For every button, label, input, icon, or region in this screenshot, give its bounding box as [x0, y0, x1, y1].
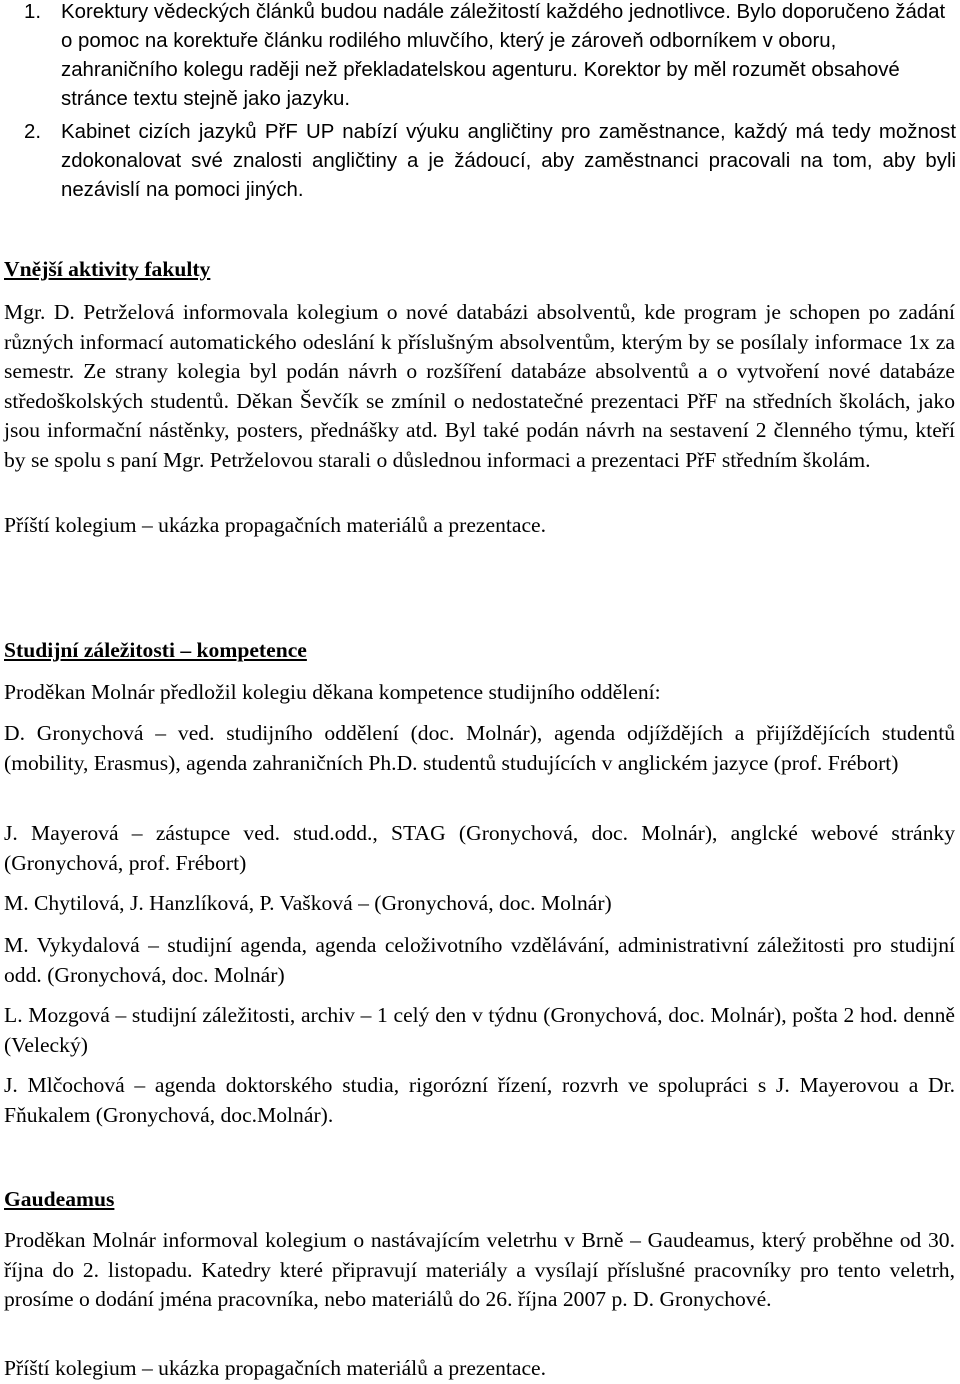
gaudeamus-note: Příští kolegium – ukázka propagačních materiálů a prezentace.	[4, 1356, 547, 1380]
external-activities-paragraph: Mgr. D. Petrželová informovala kolegium o nové databázi absolventů, kde program je schopen po zadání různých informací automatického odeslání k příslušným absolventům, kterým by se posílaly informace 1x za semestr. Ze strany kolegia byl podán návrh o rozšíření databáze absolventů a o vytvoření nové databáze středoškolských studentů. Děkan Ševčík se zmínil o nedostatečné prezentaci PřF na středních školách, jako jsou informační nástěnky, posters, přednášky atd. Byl také podán návrh na sestavení 2 členného týmu, kteří by se spolu s paní Mgr. Petrželovou starali o důslednou informaci a prezentaci PřF středním školám.	[4, 300, 955, 472]
section-heading-gaudeamus: Gaudeamus	[4, 1187, 115, 1211]
study-entry: J. Mayerová – zástupce ved. stud.odd., STAG (Gronychová, doc. Molnár), anglcké webové stránky (Gronychová, prof. Frébort)	[4, 821, 955, 875]
study-entry: L. Mozgová – studijní záležitosti, archiv – 1 celý den v týdnu (Gronychová, doc. Molnár), pošta 2 hod. denně (Velecký)	[4, 1003, 955, 1057]
section-heading-study-matters: Studijní záležitosti – kompetence	[4, 638, 307, 662]
numbered-list	[0, 0, 956, 205]
study-entry: D. Gronychová – ved. studijního oddělení (doc. Molnár), agenda odjíždějích a přijíždějících studentů (mobility, Erasmus), agenda zahraničních Ph.D. studentů studujících v anglickém jazyce (prof. Frébort)	[4, 721, 955, 775]
gaudeamus-paragraph: Proděkan Molnár informoval kolegium o nastávajícím veletrhu v Brně – Gaudeamus, který proběhne od 30. října do 2. listopadu. Katedry které připravují materiály a vysílají příslušné pracovníky pro tento veletrh, prosíme o dodání jména pracovníka, nebo materiálů do 26. října 2007 p. D. Gronychové.	[4, 1228, 955, 1311]
list-item	[0, 0, 956, 114]
external-activities-note: Příští kolegium – ukázka propagačních materiálů a prezentace.	[4, 513, 547, 537]
section-heading-external-activities: Vnější aktivity fakulty	[4, 257, 211, 281]
study-entry: J. Mlčochová – agenda doktorského studia, rigorózní řízení, rozvrh ve spolupráci s J. Mayerovou a Dr. Fňukalem (Gronychová, doc.Molnár).	[4, 1073, 955, 1127]
list-item-text: Korektury vědeckých článků budou nadále záležitostí každého jednotlivce. Bylo doporučeno žádat o pomoc na korektuře článku rodilého mluvčího, který je zároveň odborníkem v oboru, zahraničního kolegu raději než překladatelskou agenturu. Korektor by měl rozumět obsahové stránce textu stejně jako jazyku.	[61, 1, 946, 110]
list-item	[0, 118, 956, 205]
list-item-number: 1.	[24, 1, 42, 23]
list-item-number: 2.	[24, 121, 42, 143]
list-item-text: Kabinet cizích jazyků PřF UP nabízí výuku angličtiny pro zaměstnance, každý má tedy možnost zdokonalovat své znalosti angličtiny a je žádoucí, aby zaměstnanci pracovali na tom, aby byli nezávislí na pomoci jiných.	[61, 121, 956, 201]
study-entry: M. Chytilová, J. Hanzlíková, P. Vašková – (Gronychová, doc. Molnár)	[4, 891, 612, 915]
study-intro: Proděkan Molnár předložil kolegiu děkana kompetence studijního oddělení:	[4, 680, 661, 704]
study-entry: M. Vykydalová – studijní agenda, agenda celoživotního vzdělávání, administrativní záležitosti pro studijní odd. (Gronychová, doc. Molnár)	[4, 933, 955, 987]
